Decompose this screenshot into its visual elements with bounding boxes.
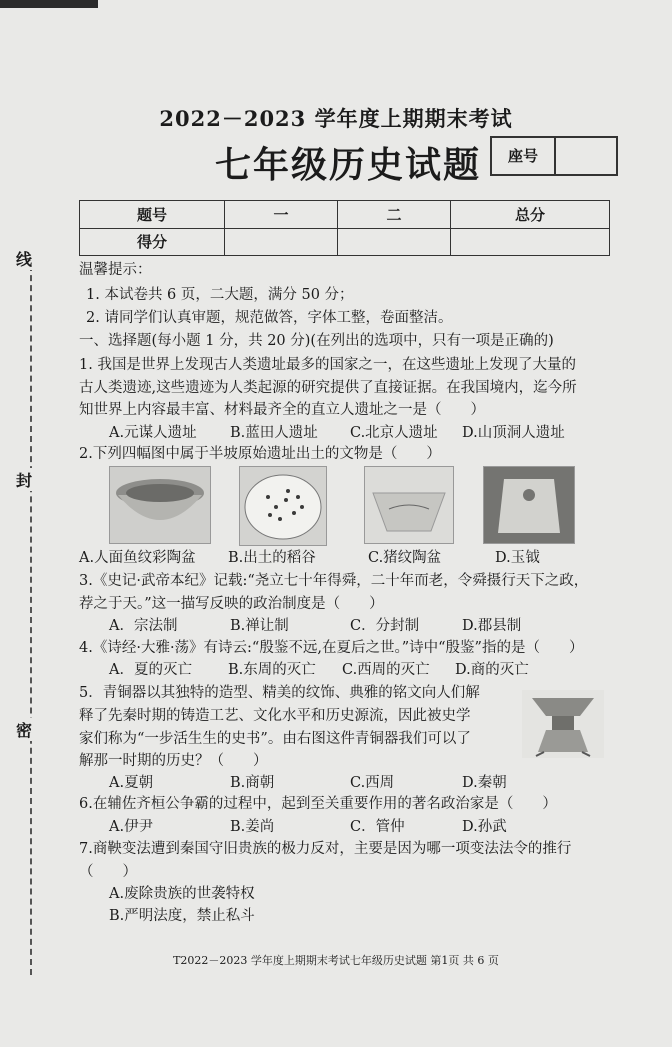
- q4-option-b: B.东周的灭亡: [228, 662, 316, 678]
- question-1-line: 知世界上内容最丰富、材料最齐全的直立人遗址之一是（ ）: [79, 402, 485, 418]
- rice-grain-image: [239, 466, 327, 546]
- exam-year-line: 2022－2023 学年度上期期末考试: [159, 106, 513, 131]
- question-5-line: 家们称为“一步活生生的史书”。由右图这件青铜器我们可以了: [79, 731, 471, 747]
- binding-char-feng: 封: [14, 468, 34, 491]
- seat-number-box[interactable]: [490, 136, 618, 176]
- question-1-line: 1. 我国是世界上发现古人类遗址最多的国家之一，在这些遗址上发现了大量的: [79, 357, 576, 373]
- pig-pattern-pottery-image: [364, 466, 454, 544]
- tip-item: 2. 请同学们认真审题，规范做答，字体工整，卷面整洁。: [86, 310, 453, 326]
- question-5-line: 5．青铜器以其独特的造型、精美的纹饰、典雅的铭文向人们解: [79, 685, 480, 701]
- score-input-cell[interactable]: [225, 228, 338, 256]
- question-5-line: 解那一时期的历史？（ ）: [79, 753, 268, 769]
- q2-option-c: C.猪纹陶盆: [368, 550, 442, 566]
- q1-option-c: C.北京人遗址: [350, 425, 438, 441]
- q2-option-d: D.玉钺: [495, 550, 540, 566]
- seat-number-label: 座号: [492, 138, 556, 174]
- q2-option-a: A.人面鱼纹彩陶盆: [79, 550, 196, 566]
- binding-char-xian: 线: [14, 247, 34, 270]
- score-table-score-row: [80, 228, 610, 256]
- q4-option-d: D.商的灭亡: [455, 662, 529, 678]
- q7-option-a: A.废除贵族的世袭特权: [109, 886, 255, 902]
- q3-option-b: B.禅让制: [230, 618, 289, 634]
- q3-option-d: D.郡县制: [462, 618, 522, 634]
- q1-option-d: D.山顶洞人遗址: [462, 425, 565, 441]
- binding-char-mi: 密: [14, 718, 34, 741]
- score-cell: 得分: [80, 228, 225, 256]
- score-cell: 二: [338, 201, 451, 229]
- question-5-line: 释了先秦时期的铸造工艺、文化水平和历史源流，因此被史学: [79, 708, 471, 724]
- q2-option-b: B.出土的稻谷: [228, 550, 316, 566]
- question-7-paren: （ ）: [79, 864, 137, 880]
- tip-item: 1. 本试卷共 6 页，二大题，满分 50 分；: [86, 287, 354, 303]
- q1-option-a: A.元谋人遗址: [109, 425, 197, 441]
- score-cell: 题号: [80, 201, 225, 229]
- q3-option-c: C．分封制: [350, 618, 420, 634]
- q6-option-b: B.姜尚: [230, 819, 275, 835]
- tips-title: 温馨提示：: [79, 262, 152, 278]
- question-3-line: 3.《史记·武帝本纪》记载:“尧立七十年得舜，二十年而老，令舜摄行天下之政，: [79, 573, 589, 589]
- q5-option-a: A.夏朝: [109, 775, 154, 791]
- question-4-stem: 4.《诗经·大雅·荡》有诗云:“殷鉴不远,在夏后之世。”诗中“殷鉴”指的是（ ）: [79, 640, 584, 656]
- question-1-line: 古人类遗迹,这些遗迹为人类起源的研究提供了直接证据。在我国境内，迄今所: [79, 380, 577, 396]
- corner-mark: [0, 0, 98, 8]
- page-footer: T2022－2023 学年度上期期末考试七年级历史试题 第1页 共 6 页: [173, 954, 499, 967]
- q5-option-b: B.商朝: [230, 775, 275, 791]
- q6-option-d: D.孙武: [462, 819, 507, 835]
- question-7-stem: 7.商鞅变法遭到秦国守旧贵族的极力反对，主要是因为哪一项变法法令的推行: [79, 841, 572, 857]
- score-table-header-row: [80, 201, 610, 229]
- q6-option-c: C．管仲: [350, 819, 405, 835]
- score-input-cell[interactable]: [451, 228, 610, 256]
- score-input-cell[interactable]: [338, 228, 451, 256]
- score-table: [79, 200, 610, 256]
- q5-option-c: C.西周: [350, 775, 395, 791]
- q4-option-c: C.西周的灭亡: [342, 662, 430, 678]
- q3-option-a: A．宗法制: [109, 618, 178, 634]
- score-cell: 一: [225, 201, 338, 229]
- question-3-line: 荐之于天。”这一描写反映的政治制度是（ ）: [79, 596, 384, 612]
- exam-title: 七年级历史试题: [215, 144, 482, 186]
- q7-option-b: B.严明法度，禁止私斗: [109, 908, 255, 924]
- q5-option-d: D.秦朝: [462, 775, 507, 791]
- question-6-stem: 6.在辅佐齐桓公争霸的过程中，起到至关重要作用的著名政治家是（ ）: [79, 796, 557, 812]
- painted-pottery-basin-image: [109, 466, 211, 544]
- question-2-stem: 2.下列四幅图中属于半坡原始遗址出土的文物是（ ）: [79, 446, 441, 462]
- jade-axe-image: [483, 466, 575, 544]
- q6-option-a: A.伊尹: [109, 819, 154, 835]
- q4-option-a: A．夏的灭亡: [109, 662, 192, 678]
- q1-option-b: B.蓝田人遗址: [230, 425, 318, 441]
- binding-line: [30, 255, 32, 975]
- score-cell: 总分: [451, 201, 610, 229]
- bronze-vessel-image: [522, 690, 604, 758]
- section-heading: 一、选择题(每小题 1 分，共 20 分)(在列出的选项中，只有一项是正确的): [79, 333, 554, 349]
